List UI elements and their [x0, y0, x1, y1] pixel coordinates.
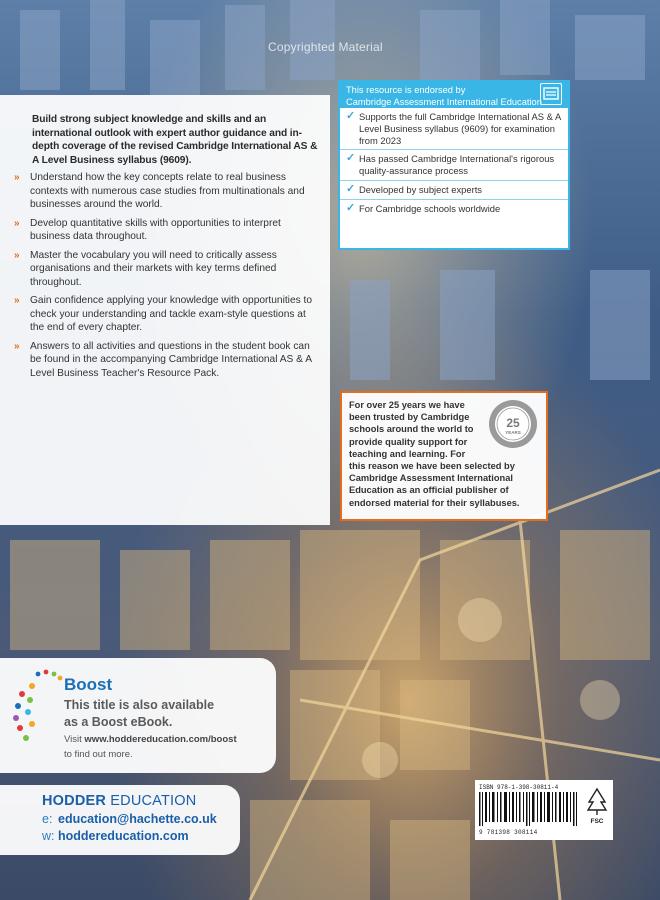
barcode-icon	[479, 792, 579, 826]
hodder-email-row: e: education@hachette.co.uk	[42, 812, 217, 826]
svg-text:YEARS: YEARS	[505, 430, 521, 435]
chevron-icon: »	[14, 172, 18, 183]
intro-bullet: » Develop quantitative skills with opportunities to interpret business data throughout.	[14, 217, 281, 242]
check-icon: ✓	[346, 110, 356, 122]
boost-title: Boost	[64, 675, 113, 694]
intro-bullet: » Answers to all activities and questions in the student book can be found in the accompanying Cambridge International AS & A Level Business Teacher's Resource Pack.	[14, 340, 312, 379]
copyright-watermark: Copyrighted Material	[268, 40, 383, 54]
chevron-icon: »	[14, 217, 18, 229]
fsc-tree-icon	[585, 786, 609, 826]
intro-bullet: » Gain confidence applying your knowledge with opportunities to check your understanding and tackle exam-style questions at the end of every chapter.	[14, 295, 313, 333]
barcode-box	[475, 780, 613, 840]
boost-ebook-line: as a Boost eBook.	[64, 715, 173, 729]
25-years-seal-icon	[488, 399, 538, 449]
boost-availability-line: This title is also available	[64, 698, 215, 712]
endorsement-item: ✓ Has passed Cambridge International's rigorous quality-assurance process	[340, 150, 568, 181]
boost-url-link[interactable]: www.hoddereducation.com/boost	[84, 734, 237, 745]
hodder-web-link[interactable]: hoddereducation.com	[58, 829, 189, 843]
svg-text:25: 25	[506, 416, 520, 430]
hodder-panel	[0, 785, 240, 855]
intro-panel	[0, 95, 330, 525]
check-icon: ✓	[346, 182, 356, 195]
hodder-web-row: w: hoddereducation.com	[42, 829, 189, 843]
boost-panel	[0, 658, 276, 773]
chevron-icon: »	[14, 295, 18, 306]
isbn-text: ISBN 978-1-398-30811-4	[479, 784, 559, 791]
svg-text:FSC: FSC	[590, 818, 604, 825]
endorsement-item: ✓ For Cambridge schools worldwide	[346, 201, 501, 214]
hodder-education-logo: HODDER EDUCATION	[42, 793, 197, 809]
cambridge-endorsed-icon	[540, 83, 562, 105]
boost-visit-line: Visit www.hoddereducation.com/boost	[64, 734, 237, 745]
intro-lead: Build strong subject knowledge and skills and an international outlook with expert author guidance and in-depth coverage of the revised Cambridge International AS & A Level Business syllabus (9609).	[32, 114, 318, 166]
boost-logo-dots-icon	[10, 666, 70, 750]
chevron-icon: »	[14, 249, 18, 261]
barcode-number: 9 781398 308114	[479, 829, 538, 836]
hodder-email-link[interactable]: education@hachette.co.uk	[58, 812, 217, 826]
check-icon: ✓	[346, 152, 356, 165]
endorsement-item: ✓ Supports the full Cambridge International AS & A Level Business syllabus (9609) for examination from 2023	[340, 108, 568, 150]
endorsement-box	[338, 80, 570, 250]
boost-find-out-line: to find out more.	[64, 749, 133, 760]
endorsement-item: ✓ Developed by subject experts	[340, 181, 568, 200]
intro-bullet: » Master the vocabulary you will need to critically assess organisations and their markets with key terms defined throughout.	[14, 249, 277, 288]
intro-bullet: » Understand how the key concepts relate to real business contexts with numerous case studies from multinationals and businesses around the world.	[14, 172, 305, 210]
chevron-icon: »	[14, 340, 18, 352]
trust-statement-box: For over 25 years we have been trusted by Cambridge schools around the world to provide quality support for teaching and learning. For this reason we have been selected by Cambridge Assessment International Education as an official publisher of endorsed material for their syllabuses. 25 YEARS	[340, 391, 548, 521]
endorsement-header: This resource is endorsed by Cambridge Assessment International Education	[340, 82, 568, 108]
check-icon: ✓	[346, 201, 356, 214]
